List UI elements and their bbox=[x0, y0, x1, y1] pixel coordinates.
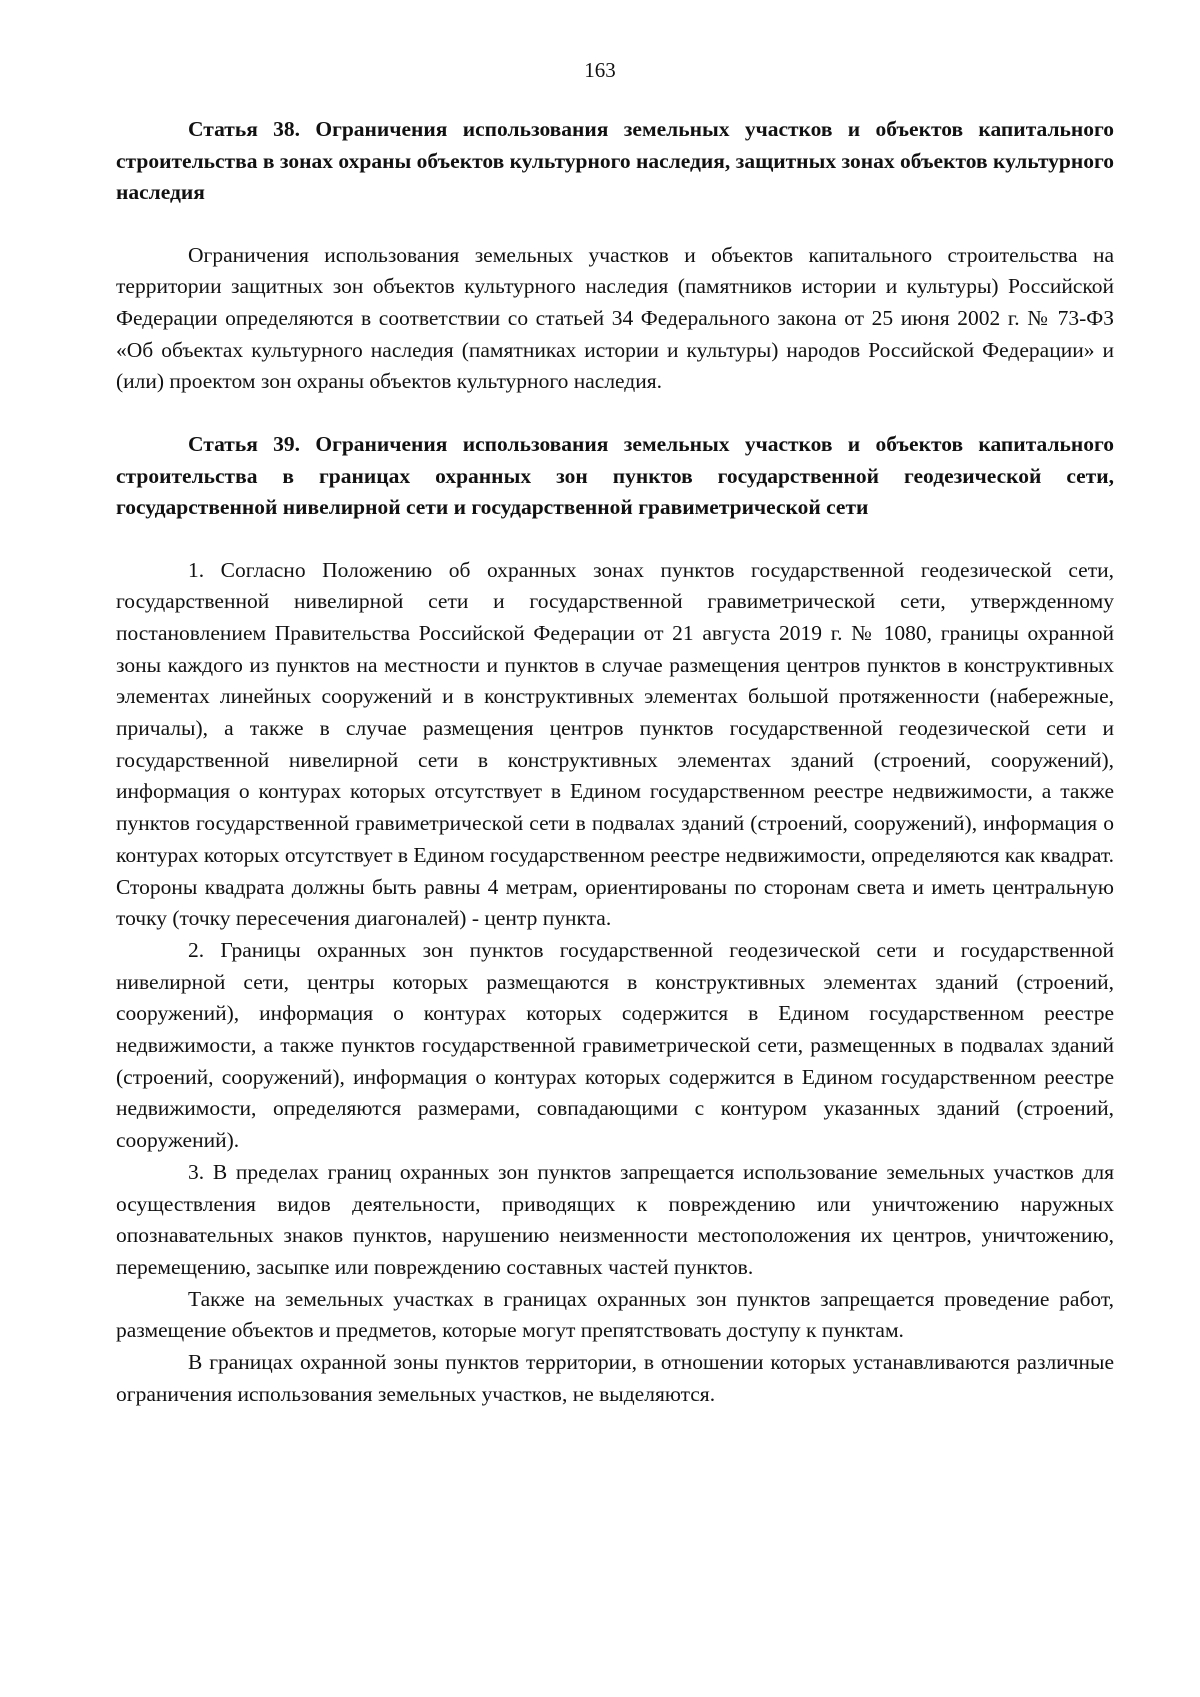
article-39-paragraph-4: Также на земельных участках в границах охранных зон пунктов запрещается проведение работ, размещение объектов и предметов, которые могут препятствовать доступу к пунктам. bbox=[116, 1286, 1114, 1343]
article-39-paragraph-2: 2. Границы охранных зон пунктов государственной геодезической сети и государственной нивелирной сети, центры которых размещаются в конструктивных элементах зданий (строений, сооружений), информация о контурах которых содержится в Едином государственном реестре недвижимости, а также пунктов государственной гравиметрической сети, размещенных в подвалах зданий (строений, сооружений), информация о контурах которых содержится в Едином государственном реестре недвижимости, определяются размерами, совпадающими с контуром указанных зданий (строений, сооружений). bbox=[116, 937, 1114, 1153]
article-38-heading: Статья 38. Ограничения использования земельных участков и объектов капитального строительства в зонах охраны объектов культурного наследия, защитных зонах объектов культурного наследия bbox=[116, 117, 1114, 204]
article-38 bbox=[116, 114, 1114, 398]
page-number: 163 bbox=[584, 58, 616, 82]
article-39-paragraph-3: 3. В пределах границ охранных зон пунктов запрещается использование земельных участков для осуществления видов деятельности, приводящих к повреждению или уничтожению наружных опознавательных знаков пунктов, нарушению неизменности местоположения их центров, уничтожению, перемещению, засыпке или повреждению составных частей пунктов. bbox=[116, 1159, 1114, 1279]
article-39-paragraph-1: 1. Согласно Положению об охранных зонах пунктов государственной геодезической сети, государственной нивелирной сети и государственной гравиметрической сети, утвержденному постановлением Правительства Российской Федерации от 21 августа 2019 г. № 1080, границы охранной зоны каждого из пунктов на местности и пунктов в случае размещения центров пунктов в конструктивных элементах линейных сооружений и в конструктивных элементах большой протяженности (набережные, причалы), а также в случае размещения центров пунктов государственной геодезической сети и государственной нивелирной сети в конструктивных элементах зданий (строений, сооружений), информация о контурах которых отсутствует в Едином государственном реестре недвижимости, а также пунктов государственной гравиметрической сети в подвалах зданий (строений, сооружений), информация о контурах которых отсутствует в Едином государственном реестре недвижимости, определяются как квадрат. Стороны квадрата должны быть равны 4 метрам, ориентированы по сторонам света и иметь центральную точку (точку пересечения диагоналей) - центр пункта. bbox=[116, 557, 1114, 931]
article-39-heading: Статья 39. Ограничения использования земельных участков и объектов капитального строительства в границах охранных зон пунктов государственной геодезической сети, государственной нивелирной сети и государственной гравиметрической сети bbox=[116, 432, 1114, 520]
article-39 bbox=[116, 429, 1114, 1410]
article-39-paragraph-5: В границах охранной зоны пунктов территории, в отношении которых устанавливаются различные ограничения использования земельных участков, не выделяются. bbox=[116, 1350, 1114, 1406]
page-content bbox=[116, 114, 1114, 1411]
article-38-paragraph: Ограничения использования земельных участков и объектов капитального строительства на территории защитных зон объектов культурного наследия (памятников истории и культуры) Российской Федерации определяются в соответствии со статьей 34 Федерального закона от 25 июня 2002 г. № 73-ФЗ «Об объектах культурного наследия (памятниках истории и культуры) народов Российской Федерации» и (или) проектом зон охраны объектов культурного наследия. bbox=[116, 242, 1114, 394]
